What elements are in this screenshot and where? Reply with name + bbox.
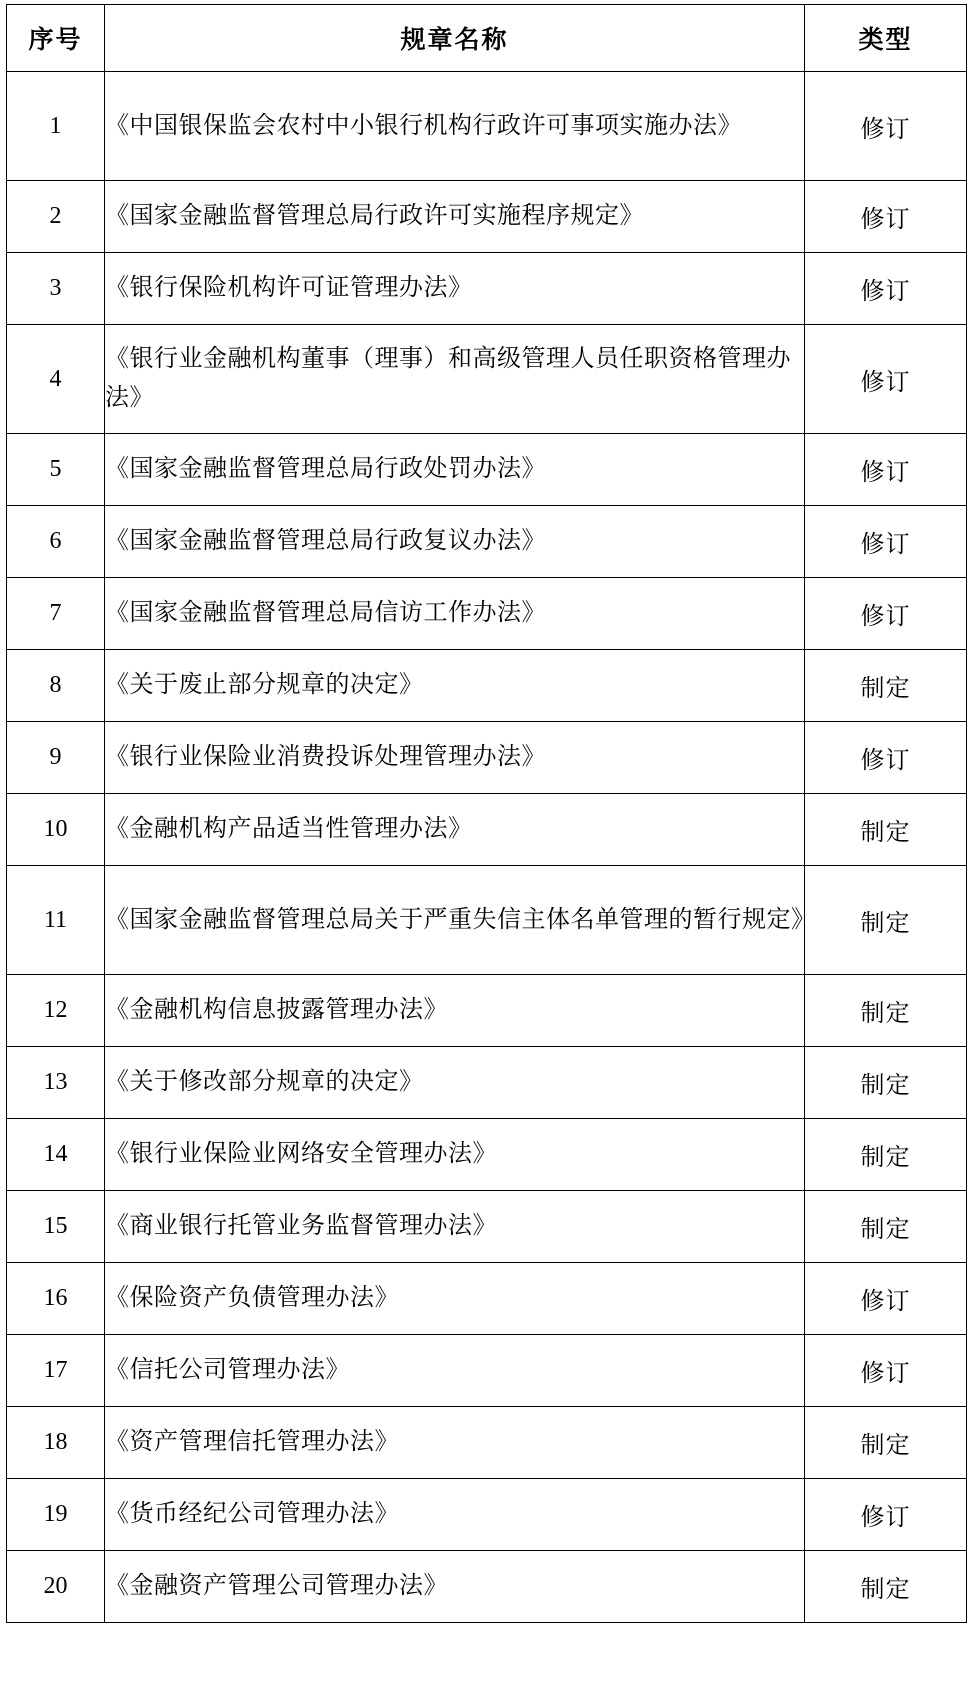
regulation-name-text: 《货币经纪公司管理办法》	[105, 1501, 399, 1528]
cell-regulation-name	[105, 975, 805, 1047]
cell-regulation-name	[105, 72, 805, 181]
regulation-name-text: 《信托公司管理办法》	[105, 1357, 350, 1384]
cell-type: 修订	[805, 578, 967, 650]
cell-type: 修订	[805, 181, 967, 253]
regulation-name-text: 《中国银保监会农村中小银行机构行政许可事项实施办法》	[105, 112, 742, 139]
regulation-name-text: 《国家金融监督管理总局行政许可实施程序规定》	[105, 203, 644, 230]
cell-regulation-name	[105, 866, 816, 975]
cell-regulation-name	[105, 1551, 805, 1623]
cell-regulation-name	[105, 506, 805, 578]
table-header	[7, 5, 967, 72]
cell-regulation-name	[105, 650, 805, 722]
cell-index: 2	[7, 181, 105, 253]
column-header-name: 规章名称	[105, 5, 805, 72]
regulation-name-text: 《国家金融监督管理总局行政处罚办法》	[105, 456, 546, 483]
cell-type: 制定	[805, 1047, 967, 1119]
table-row	[7, 1119, 967, 1191]
regulations-table	[6, 4, 967, 1623]
regulation-name-text: 《国家金融监督管理总局信访工作办法》	[105, 600, 546, 627]
column-header-index: 序号	[7, 5, 105, 72]
table-row	[7, 181, 967, 253]
cell-index: 3	[7, 253, 105, 325]
cell-index: 1	[7, 72, 105, 181]
cell-index: 13	[7, 1047, 105, 1119]
cell-regulation-name	[105, 434, 805, 506]
regulation-name-text: 《银行业金融机构董事（理事）和高级管理人员任职资格管理办法》	[105, 346, 791, 411]
regulation-name-text: 《关于修改部分规章的决定》	[105, 1069, 424, 1096]
cell-index: 19	[7, 1479, 105, 1551]
cell-index: 18	[7, 1407, 105, 1479]
cell-index: 14	[7, 1119, 105, 1191]
cell-regulation-name	[105, 1119, 805, 1191]
cell-type: 修订	[805, 325, 967, 434]
cell-regulation-name	[105, 1191, 805, 1263]
cell-regulation-name	[105, 1263, 805, 1335]
cell-index: 7	[7, 578, 105, 650]
table-row	[7, 794, 967, 866]
cell-regulation-name	[105, 722, 805, 794]
cell-index: 4	[7, 325, 105, 434]
cell-regulation-name	[105, 794, 805, 866]
table-row	[7, 975, 967, 1047]
regulation-name-text: 《国家金融监督管理总局关于严重失信主体名单管理的暂行规定》	[105, 906, 816, 933]
table-row	[7, 434, 967, 506]
cell-index: 8	[7, 650, 105, 722]
table-row	[7, 650, 967, 722]
cell-index: 20	[7, 1551, 105, 1623]
cell-regulation-name	[105, 578, 805, 650]
regulation-name-text: 《保险资产负债管理办法》	[105, 1285, 399, 1312]
table-row	[7, 1551, 967, 1623]
cell-type: 修订	[805, 253, 967, 325]
table-body	[7, 72, 967, 1623]
table-header-row	[7, 5, 967, 72]
cell-type: 修订	[805, 434, 967, 506]
regulation-name-text: 《银行业保险业消费投诉处理管理办法》	[105, 744, 546, 771]
cell-type: 修订	[805, 72, 967, 181]
table-row	[7, 72, 967, 181]
regulation-name-text: 《银行业保险业网络安全管理办法》	[105, 1141, 497, 1168]
table-row	[7, 722, 967, 794]
cell-type: 修订	[805, 722, 967, 794]
regulation-name-text: 《国家金融监督管理总局行政复议办法》	[105, 528, 546, 555]
cell-type: 制定	[805, 1119, 967, 1191]
cell-regulation-name	[105, 1479, 805, 1551]
cell-regulation-name	[105, 253, 805, 325]
cell-type: 制定	[805, 794, 967, 866]
table-row	[7, 253, 967, 325]
regulation-name-text: 《商业银行托管业务监督管理办法》	[105, 1213, 497, 1240]
cell-index: 16	[7, 1263, 105, 1335]
cell-index: 5	[7, 434, 105, 506]
regulation-name-text: 《金融资产管理公司管理办法》	[105, 1573, 448, 1600]
cell-index: 9	[7, 722, 105, 794]
regulation-name-text: 《金融机构信息披露管理办法》	[105, 997, 448, 1024]
table-row	[7, 506, 967, 578]
cell-index: 10	[7, 794, 105, 866]
cell-index: 12	[7, 975, 105, 1047]
cell-index: 15	[7, 1191, 105, 1263]
cell-type: 修订	[805, 506, 967, 578]
table-row	[7, 1479, 967, 1551]
cell-type: 制定	[805, 1407, 967, 1479]
table-row	[7, 866, 967, 975]
cell-regulation-name	[105, 181, 805, 253]
cell-type: 制定	[805, 866, 967, 975]
cell-type: 修订	[805, 1479, 967, 1551]
cell-regulation-name	[105, 1047, 805, 1119]
cell-type: 修订	[805, 1263, 967, 1335]
cell-type: 制定	[805, 650, 967, 722]
cell-type: 修订	[805, 1335, 967, 1407]
cell-regulation-name	[105, 325, 805, 434]
table-row	[7, 578, 967, 650]
table-row	[7, 1263, 967, 1335]
column-header-type: 类型	[805, 5, 967, 72]
cell-type: 制定	[805, 1191, 967, 1263]
cell-regulation-name	[105, 1407, 805, 1479]
cell-index: 17	[7, 1335, 105, 1407]
table-row	[7, 1191, 967, 1263]
cell-type: 制定	[805, 1551, 967, 1623]
regulation-name-text: 《关于废止部分规章的决定》	[105, 672, 424, 699]
regulation-name-text: 《银行保险机构许可证管理办法》	[105, 275, 473, 302]
regulation-name-text: 《资产管理信托管理办法》	[105, 1429, 399, 1456]
cell-index: 11	[7, 866, 105, 975]
cell-index: 6	[7, 506, 105, 578]
regulation-name-text: 《金融机构产品适当性管理办法》	[105, 816, 473, 843]
cell-type: 制定	[805, 975, 967, 1047]
table-row	[7, 1335, 967, 1407]
table-row	[7, 1407, 967, 1479]
table-row	[7, 325, 967, 434]
cell-regulation-name	[105, 1335, 805, 1407]
table-row	[7, 1047, 967, 1119]
